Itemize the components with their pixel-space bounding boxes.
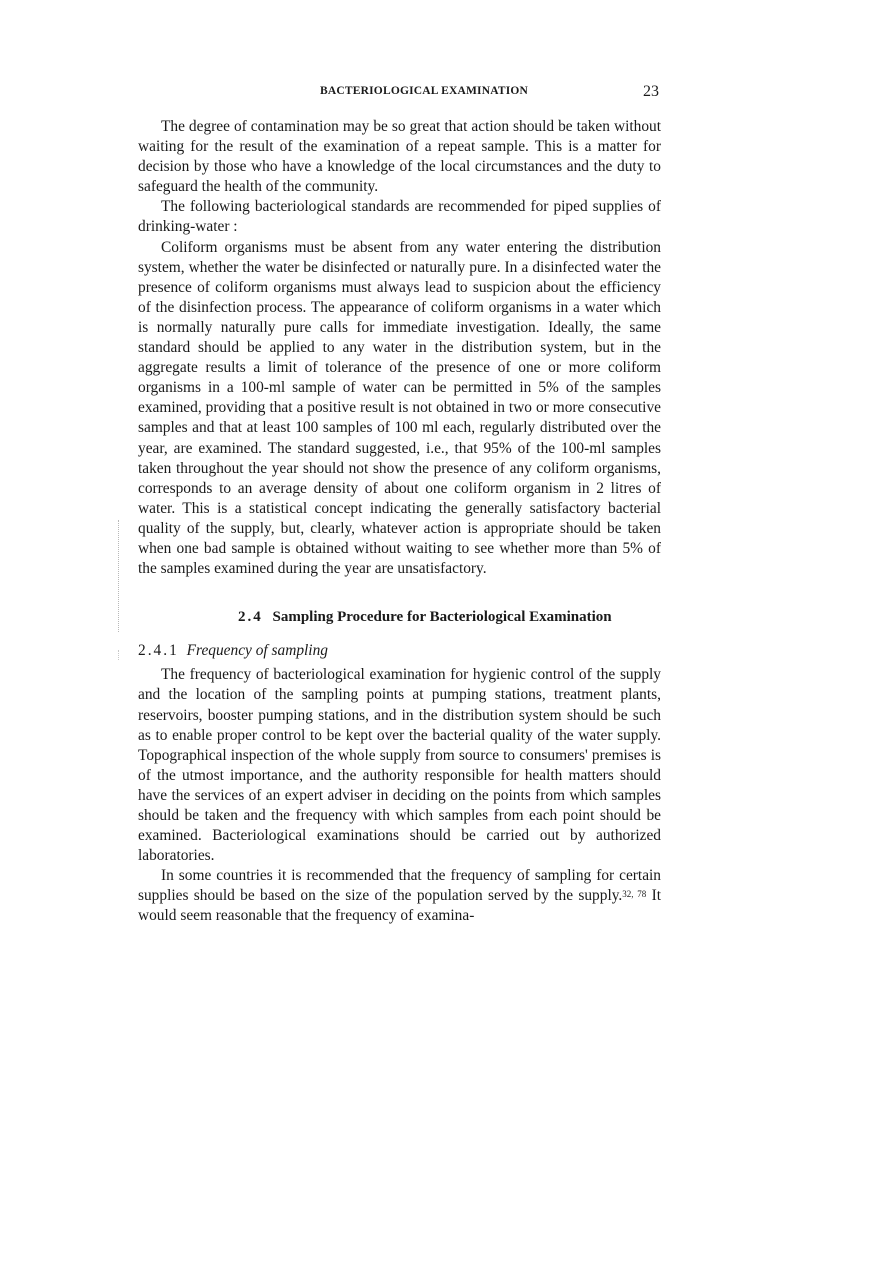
section-number: 2.4 — [238, 609, 263, 626]
section-heading — [138, 607, 661, 627]
body-text — [138, 117, 661, 927]
paragraph-population-based — [138, 866, 661, 926]
paragraph-standards-intro: The following bacteriological standards are recommended for piped supplies of drinking-water : — [138, 198, 661, 236]
margin-tick — [118, 650, 121, 660]
paragraph-coliform-standard: Coliform organisms must be absent from any water entering the distribution system, whether the water be disinfected or naturally pure. In a disinfected water the presence of coliform organisms must always lead to suspicion about the efficiency of the disinfection process. The appearance of coliform organisms in a water which is normally naturally pure calls for immediate investigation. Ideally, the same standard should be applied to any water in the distribution system, but in the aggregate results a limit of tolerance of the presence of one or more coliform organisms in a 100-ml sample of water can be permitted in 5% of the samples examined, providing that a positive result is not obtained in two or more consecutive samples and that at least 100 samples of 100 ml each, regularly distributed over the year, are examined. The standard suggested, i.e., that 95% of the 100-ml samples taken throughout the year should not show the presence of any coliform organisms, corresponds to an average density of about one coliform organism in 2 litres of water. This is a statistical concept indicating the generally satisfactory bacterial quality of the supply, but, clearly, whatever action is appropriate should be taken when one bad sample is obtained without waiting to see whether more than 5% of the samples examined during the year are unsatisfactory. — [138, 238, 661, 578]
running-head: BACTERIOLOGICAL EXAMINATION — [320, 85, 529, 97]
paragraph-contamination: The degree of contamination may be so great that action should be taken without waiting for the result of the examination of a repeat sample. This is a matter for decision by those who have a knowledge of the local circumstances and the duty to safeguard the health of the community. — [138, 118, 661, 196]
page-number: 23 — [643, 83, 659, 100]
paragraph-sampling-frequency: The frequency of bacteriological examination for hygienic control of the supply and the location of the sampling points at pumping stations, treatment plants, reservoirs, booster pumping stations, and in the distribution system should be such as to enable proper control to be kept over the bacterial quality of the water supply. Topographical inspection of the whole supply from source to consumers' premises is of the utmost importance, and the authority responsible for health matters should have the services of an expert adviser in deciding on the points from which samples should be taken and the frequency with which samples from each point should be examined. Bacteriological examinations should be carried out by authorized laboratories. — [138, 666, 661, 865]
paragraph-population-end: It would seem reasonable that the frequency of examina- — [138, 887, 662, 925]
subsection-number: 2.4.1 — [138, 642, 179, 660]
reference-superscript: 32, 78 — [622, 889, 647, 900]
paragraph-population-start: In some countries it is recommended that the frequency of sampling for certain supplies should be based on the size of the population served by the supply. — [138, 867, 661, 905]
margin-dots — [118, 520, 121, 632]
subsection-heading — [138, 641, 661, 661]
section-title: Sampling Procedure for Bacteriological Examination — [272, 609, 612, 626]
subsection-title: Frequency of sampling — [186, 642, 328, 660]
